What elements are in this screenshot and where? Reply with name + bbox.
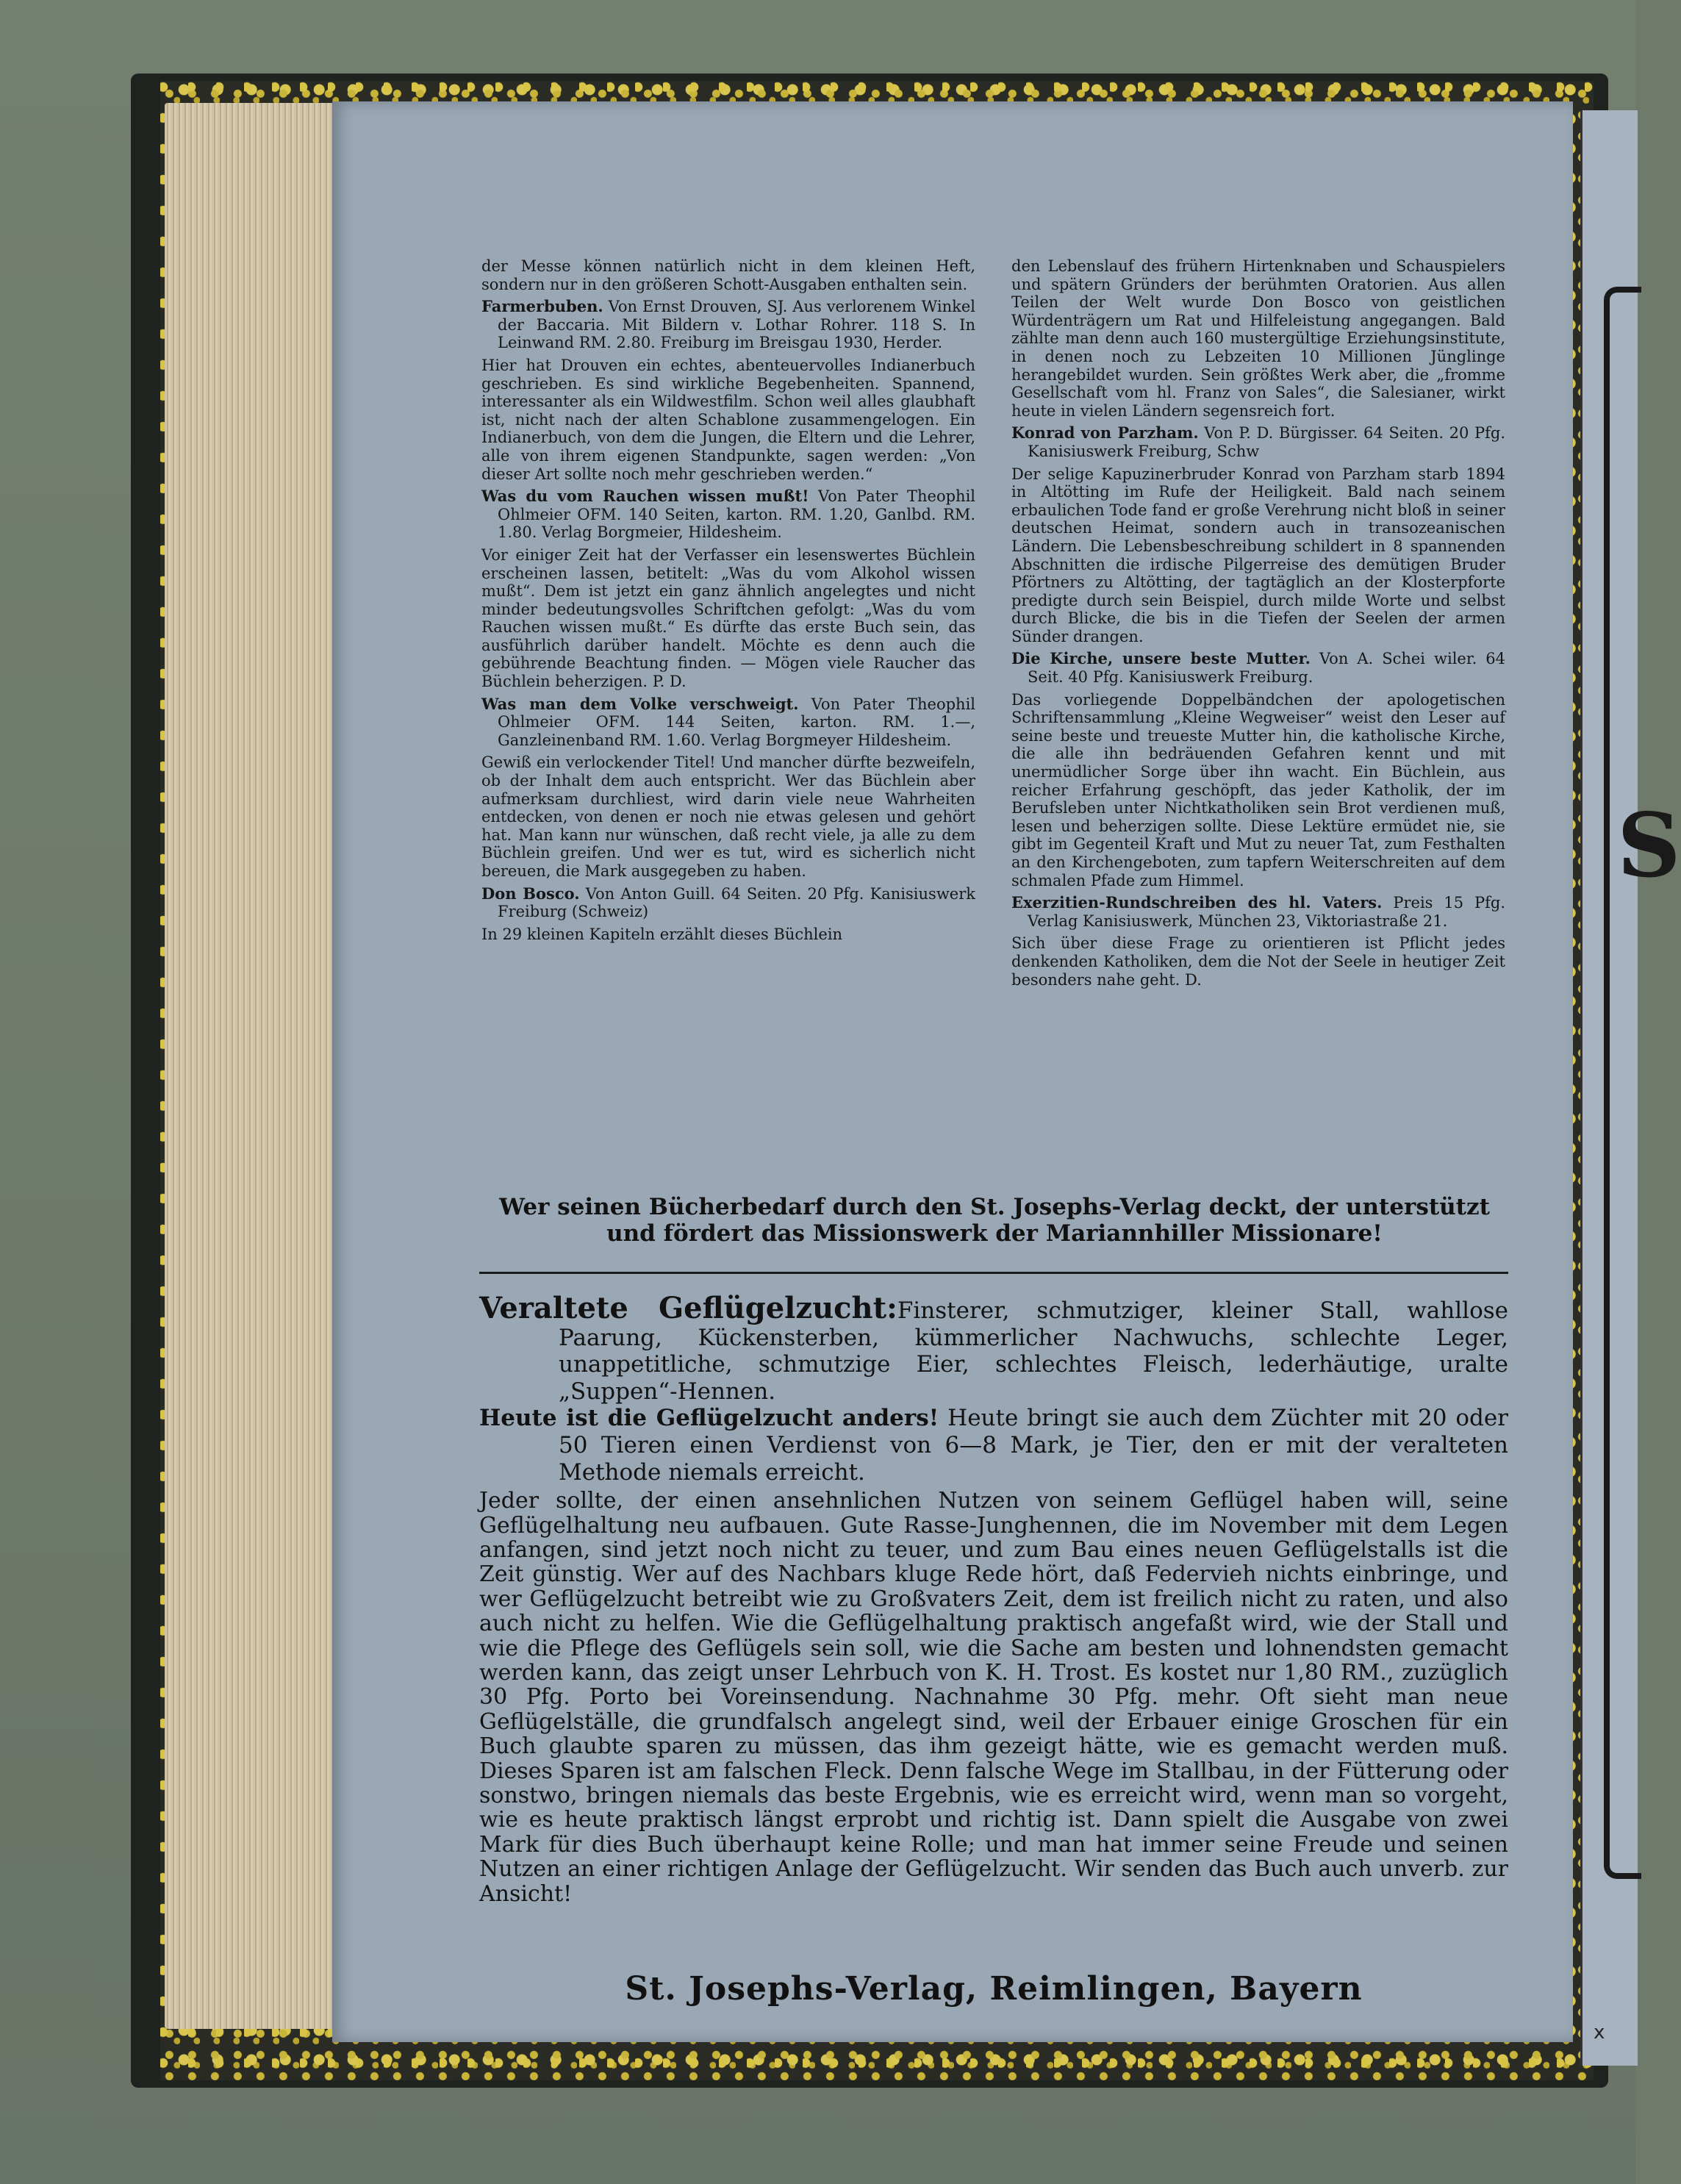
book-entry: [1011, 894, 1505, 930]
review-paragraph: Vor einiger Zeit hat der Verfasser ein lesenswertes Büchlein erscheinen lassen, betitelt: „Was du vom Alkohol wissen mußt“. Dem ist jetzt ein ganz ähnlich angelegtes und nicht minder bedeutungsvolles Schriftchen gefolgt: „Was du vom Rauchen wissen mußt.“ Es dürfte das erste Buch sein, das ausführlich darüber handelt. Möchte es denn auch die gebührende Beachtung finden. — Mögen viele Raucher das Büchlein beherzigen. P. D.: [481, 545, 975, 691]
review-paragraph: Der selige Kapuzinerbruder Konrad von Parzham starb 1894 in Altötting im Rufe der Heiligkeit. Bald nach seinem erbaulichen Tode fand er große Verehrung nicht bloß in seiner deutschen Heimat, sondern auch in transozeanischen Ländern. Die Lebensbeschreibung schildert in 8 spannenden Abschnitten die irdische Pilgerreise des demütigen Bruder Pförtners zu Altötting, der tagtäglich an der Klosterpforte predigte durch sein Beispiel, durch milde Worte und selbst durch Blicke, die bis in die Tiefen der Seelen der armen Sünder drangen.: [1011, 465, 1505, 645]
book-entry-title: Was du vom Rauchen wissen mußt!: [481, 487, 809, 506]
review-paragraph: In 29 kleinen Kapiteln erzählt dieses Büchlein: [481, 925, 843, 943]
review-paragraph: Gewiß ein verlockender Titel! Und mancher dürfte bezweifeln, ob der Inhalt dem auch entspricht. Wer das Büchlein aber aufmerksam durchliest, wird darin viele neue Wahrheiten entdecken, von denen er noch nie etwas gelesen und gehört hat. Man kann nur wünschen, daß recht viele, ja alle zu dem Büchlein greifen. Und wer es tut, wird es sicherlich nicht bereuen, die Mark ausgegeben zu haben.: [481, 753, 975, 880]
facing-page-frame: [1604, 287, 1641, 1879]
ad-headline-text: Finsterer, schmutziger, kleiner Stall, wahllose Paarung, Kückensterben, kümmerlicher Nachwuchs, schlechte Leger, unappetitliche, schmutzige Eier, schlechtes Fleisch, lederhäutige, uralte „Suppen“-Hennen.: [559, 1297, 1509, 1405]
ad-subhead: Heute ist die Geflügelzucht anders!: [479, 1405, 939, 1432]
book-entry-details: Von Pater Theophil Ohlmeier OFM. 144 Seiten, karton. RM. 1.—, Ganzleinenband RM. 1.60. Verlag Borgmeyer Hildesheim.: [498, 695, 975, 749]
book-entry: [481, 298, 975, 352]
book-entry-title: Don Bosco.: [481, 884, 580, 903]
book-entry: [481, 487, 975, 542]
book-entry-details: Von Ernst Drouven, SJ. Aus verlorenem Winkel der Baccaria. Mit Bildern v. Lothar Rohrer. 118 S. In Leinwand RM. 2.80. Freiburg im Breisgau 1930, Herder.: [498, 298, 975, 352]
review-paragraph: Das vorliegende Doppelbändchen der apologetischen Schriftensammlung „Kleine Wegweiser“ weist den Leser auf seine beste und treueste Mutter hin, die katholische Kirche, die alle ihn bedräuenden Gefahren kennt und mit unermüdlicher Sorge über ihn wacht. Ein Büchlein, aus reicher Erfahrung geschöpft, das jeder Katholik, der im Berufsleben unter Nichtkatholiken sein Brot verdienen muß, lesen und beherzigen sollte. Diese Lektüre ermüdet nie, sie gibt im Gegenteil Kraft und Mut zu neuer Tat, zum Festhalten an den Kirchengeboten, zum tapfern Weiterschreiten auf dem schmalen Pfade zum Himmel.: [1011, 690, 1505, 889]
book-entry-title: Was man dem Volke verschweigt.: [481, 694, 799, 713]
right-review-column: [1011, 257, 1505, 993]
review-paragraph: Hier hat Drouven ein echtes, abenteuervolles Indianerbuch geschrieben. Es sind wirkliche Begebenheiten. Spannend, interessanter als ein Wildwestfilm. Schon weil alles glaubhaft ist, nicht nach der alten Schablone zusammengelogen. Ein Indianerbuch, von dem die Jungen, die Eltern und die Lehrer, alle von ihrem eigenen Standpunkte, sagen werden: „Von dieser Art sollte noch mehr geschrieben werden.“: [481, 356, 975, 483]
book-entry-details: Preis 15 Pfg. Verlag Kanisiuswerk, München 23, Viktoriastraße 21.: [1028, 894, 1505, 930]
review-paragraph: der Messe können natürlich nicht in dem kleinen Heft, sondern nur in den größeren Schott-Ausgaben enthalten sein.: [481, 257, 975, 293]
book-entry-title: Exerzitien-Rundschreiben des hl. Vaters.: [1011, 893, 1383, 912]
review-paragraph: den Lebenslauf des frühern Hirtenknaben und Schauspielers und spätern Gründers der berühmten Oratorien. Aus allen Teilen der Welt wurde Don Bosco von geistlichen Würdenträgern um Rat und Hilfeleistung angegangen. Bald zählte man denn auch 160 mustergültige Erziehungsinstitute, in denen noch zu Lebzeiten 10 Millionen Jünglinge herangebildet wurden. Sein größtes Werk aber, die „fromme Gesellschaft vom hl. Franz von Sales“, die Salesianer, wirkt heute in vielen Ländern segensreich fort.: [1011, 257, 1505, 420]
verlag-notice: Wer seinen Bücherbedarf durch den St. Josephs-Verlag deckt, der unterstützt und fördert das Missionswerk der Mariannhiller Missionare!: [499, 1194, 1490, 1247]
publisher-footer: St. Josephs-Verlag, Reimlingen, Bayern: [625, 1970, 1363, 2008]
book-entry-title: Farmerbuben.: [481, 297, 603, 316]
book-entry-title: Konrad von Parzham.: [1011, 423, 1199, 443]
ad-lead-paragraph: [479, 1291, 1509, 1405]
book-entry-title: Die Kirche, unsere beste Mutter.: [1011, 649, 1311, 668]
book-entry-details: Von Anton Guill. 64 Seiten. 20 Pfg. Kanisiuswerk Freiburg (Schweiz): [498, 884, 975, 921]
ad-second-paragraph: [479, 1405, 1508, 1486]
facing-page-glyph: S: [1617, 794, 1681, 898]
book-entry: [481, 695, 975, 750]
book-entry-details: Von P. D. Bürgisser. 64 Seiten. 20 Pfg. Kanisiuswerk Freiburg, Schw: [1028, 424, 1505, 460]
ad-headline: Veraltete Geflügelzucht:: [479, 1291, 897, 1325]
book-entry-details: Von A. Schei wiler. 64 Seit. 40 Pfg. Kanisiuswerk Freiburg.: [1028, 650, 1505, 687]
poultry-advertisement: [479, 1291, 1509, 1907]
section-divider: [479, 1272, 1508, 1274]
book-entry: [1011, 650, 1505, 686]
page-edges: [165, 103, 341, 2029]
book-entry: [481, 885, 975, 921]
ad-body: Jeder sollte, der einen ansehnlichen Nutzen von seinem Geflügel haben will, seine Geflügelhaltung neu aufbauen. Gute Rasse-Junghennen, die im November mit dem Legen anfangen, sind jetzt noch nicht zu teuer, und zum Bau eines neuen Geflügelstalls ist die Zeit günstig. Wer auf des Nachbars kluge Rede hört, daß Federvieh nichts einbringe, und wer Geflügelzucht betreibt wie zu Großvaters Zeit, dem ist freilich nicht zu raten, und also auch nicht zu helfen. Wie die Geflügelhaltung praktisch angefaßt wird, wie der Stall und wie die Pflege des Geflügels sein soll, wie die Sache am besten und lohnendsten gemacht werden kann, das zeigt unser Lehrbuch von K. H. Trost. Es kostet nur 1,80 RM., zuzüglich 30 Pfg. Porto bei Voreinsendung. Nachnahme 30 Pfg. mehr. Oft sieht man neue Geflügelställe, die grundfalsch angelegt sind, weil der Erbauer einige Groschen für ein Buch glaubte sparen zu müssen, das ihm gezeigt hätte, wie es gemacht werden muß. Dieses Sparen ist am falschen Fleck. Denn falsche Wege im Stallbau, in der Fütterung oder sonstwo, bringen niemals das beste Ergebnis, wie es erreicht wird, wenn man so vorgeht, wie es heute praktisch längst erprobt und richtig ist. Dann spielt die Ausgabe von zwei Mark für dies Buch überhaupt keine Rolle; und man hat immer seine Freude und seinen Nutzen an einer richtigen Anlage der Geflügelzucht. Wir senden das Buch auch unverb. zur Ansicht!: [479, 1488, 1508, 1907]
ad-subhead-text: Heute bringt sie auch dem Züchter mit 20 oder 50 Tieren einen Verdienst von 6—8 Mark, je Tier, den er mit der veralteten Methode niemals erreicht.: [559, 1405, 1508, 1486]
book-entry-details: Von Pater Theophil Ohlmeier OFM. 140 Seiten, karton. RM. 1.20, Ganlbd. RM. 1.80. Verlag Borgmeier, Hildesheim.: [498, 487, 976, 542]
review-paragraph: Sich über diese Frage zu orientieren ist Pflicht jedes denkenden Katholiken, dem die Not der Seele in heutiger Zeit besonders nahe geht. D.: [1011, 934, 1505, 989]
book-entry: [1011, 424, 1505, 460]
left-review-column: [481, 257, 975, 948]
facing-page-mark: x: [1594, 2022, 1605, 2044]
